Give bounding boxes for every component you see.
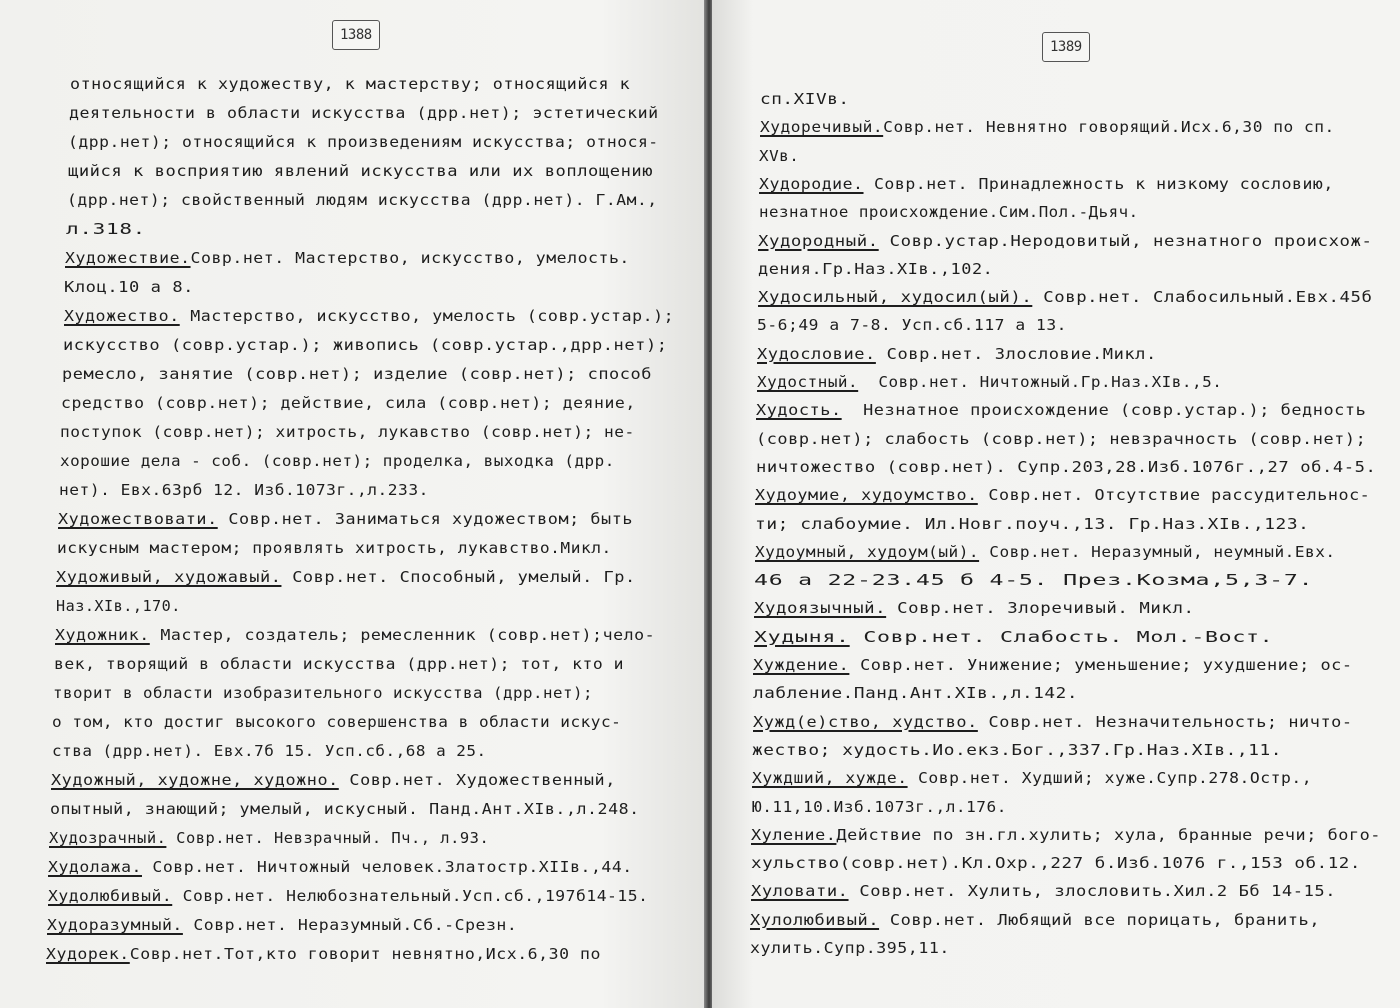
text-line <box>755 485 1370 505</box>
entry-text: средство (совр.нет); действие, сила (совр.нет); деяние, <box>61 394 637 412</box>
entry-text: (дрр.нет); свойственный людям искусства (дрр.нет). Г.Ам., <box>66 191 658 209</box>
text-line <box>57 538 612 558</box>
entry-text: искусным мастером; проявлять хитрость, лукавство.Микл. <box>57 539 613 557</box>
entry-text: незнатное происхождение.Сим.Пол.-Дьяч. <box>758 203 1139 222</box>
entry-headword: Хуловати. <box>750 882 849 901</box>
entry-headword: Худоязычный. <box>754 599 887 618</box>
entry-text: Совр.нет. Принадлежность к низкому сословию, <box>863 174 1334 193</box>
entry-text: Совр.нет. Хулить, злословить.Хил.2 Бб 14-15. <box>848 882 1336 901</box>
entry-headword: Хужд(е)ство, худство. <box>752 712 978 731</box>
entry-text: Совр.нет. Неразумный.Сб.-Срезн. <box>182 916 518 934</box>
entry-headword: Худозрачный. <box>49 829 167 847</box>
text-line <box>759 146 799 166</box>
entry-text: Совр.нет. Злоречивый. Микл. <box>886 599 1195 618</box>
entry-headword: Худоразумный. <box>46 916 183 934</box>
text-line <box>48 886 648 906</box>
entry-headword: Худоумие, худоумство. <box>755 486 979 505</box>
text-line <box>69 103 659 123</box>
text-line <box>49 828 489 848</box>
entry-text: Совр.нет. Нелюбознательный.Усп.сб.,197б14-15. <box>171 887 649 905</box>
entry-text: 46 а 22-23.45 б 4-5. През.Козма,5,3-7. <box>754 571 1314 590</box>
entry-text: Клоц.10 а 8. <box>64 278 195 296</box>
text-line <box>66 219 146 239</box>
entry-text: хорошие дела - соб. (совр.нет); проделка, выходка (дрр. <box>59 452 615 470</box>
text-line <box>62 364 652 384</box>
text-line <box>754 598 1194 618</box>
entry-text: дения.Гр.Наз.XIв.,102. <box>758 259 994 278</box>
entry-text: век, творящий в области искусства (дрр.нет); тот, кто и <box>54 655 624 673</box>
page-number: 1389 <box>1042 32 1090 62</box>
entry-headword: Хулолюбивый. <box>750 910 880 929</box>
entry-text: Совр.нет.Тот,кто говорит невнятно,Исх.6,30 по <box>129 945 601 963</box>
text-line <box>63 335 668 355</box>
entry-headword: Художество. <box>63 307 180 325</box>
entry-text: Наз.XIв.,170. <box>55 597 181 615</box>
entry-text: Мастерство, искусство, умелость (совр.устар.); <box>179 307 674 325</box>
entry-text: (дрр.нет); относящийся к произведениям искусства; относя- <box>68 133 660 151</box>
entry-text: Совр.нет. Невзрачный. Пч., л.93. <box>166 829 490 847</box>
text-line <box>755 542 1336 562</box>
text-line <box>59 480 429 500</box>
text-line <box>751 853 1361 873</box>
text-line <box>64 277 194 297</box>
text-line <box>758 287 1372 307</box>
entry-text: хулить.Супр.395,11. <box>750 939 950 957</box>
entry-text: сп.XIVв. <box>760 90 850 108</box>
entry-text: Совр.нет. Неразумный, неумный.Евх. <box>978 542 1336 561</box>
entry-text: л.318. <box>66 220 147 238</box>
text-line <box>47 915 517 935</box>
text-line <box>52 712 621 732</box>
entry-text: Незнатное происхождение (совр.устар.); бедность <box>841 401 1367 420</box>
text-line <box>50 799 640 819</box>
entry-text: Совр.нет. Отсутствие рассудительнос- <box>978 486 1371 505</box>
text-line <box>753 683 1078 703</box>
entry-text: щийся к восприятию явлений искусства или их воплощению <box>67 162 653 180</box>
entry-text: Совр.нет. Худший; хуже.Супр.278.Остр., <box>907 769 1313 788</box>
text-line <box>753 712 1353 732</box>
text-line <box>56 567 636 587</box>
text-line <box>61 393 636 413</box>
entry-headword: Худородие. <box>759 174 864 193</box>
entry-text: опытный, знающий; умелый, искусный. Панд.Ант.XIв.,л.248. <box>50 800 640 818</box>
text-line <box>751 825 1381 845</box>
text-line <box>758 259 993 279</box>
text-line <box>70 74 630 94</box>
entry-text: ремесло, занятие (совр.нет); изделие (совр.нет); способ <box>62 365 652 383</box>
entry-text: хульство(совр.нет).Кл.Охр.,227 б.Изб.1076 г.,153 об.12. <box>751 854 1361 873</box>
text-line <box>754 627 1273 647</box>
text-line <box>46 944 601 964</box>
text-line <box>759 174 1334 194</box>
text-line <box>53 683 593 703</box>
entry-text: жество; худость.Ио.екз.Бог.,337.Гр.Наз.XIв.,11. <box>752 740 1283 759</box>
entry-text: 5-6;49 а 7-8. Усп.сб.117 а 13. <box>757 316 1068 335</box>
text-line <box>54 654 624 674</box>
text-line <box>750 910 1320 930</box>
text-line <box>55 625 655 645</box>
entry-headword: Худоречивый. <box>759 118 883 137</box>
entry-text: искусство (совр.устар.); живопись (совр.устар.,дрр.нет); <box>62 336 668 354</box>
text-line <box>757 344 1157 364</box>
entry-text: Совр.нет. Невнятно говорящий.Исх.6,30 по сп. <box>882 118 1335 137</box>
text-line <box>754 570 1313 590</box>
text-line <box>60 451 615 471</box>
entry-headword: Художествовати. <box>58 510 218 528</box>
entry-text: Совр.нет. Любящий все порицать, бранить, <box>879 910 1321 929</box>
entry-headword: Худостный. <box>756 373 858 391</box>
text-line <box>760 89 850 109</box>
entry-text: Мастер, создатель; ремесленник (совр.нет);чело- <box>149 626 656 644</box>
text-line <box>67 190 658 210</box>
entry-headword: Хуждение. <box>753 656 850 674</box>
entry-text: Совр.нет. Способный, умелый. Гр. <box>281 568 637 586</box>
entry-text: ти; слабоумие. Ил.Новг.поуч.,13. Гр.Наз.XIв.,123. <box>755 514 1310 533</box>
text-line <box>64 306 674 326</box>
entry-text: деятельности в области искусства (дрр.нет); эстетический <box>69 104 659 122</box>
text-line <box>756 400 1366 420</box>
entry-headword: Худость. <box>756 401 842 420</box>
page-number: 1388 <box>332 20 380 50</box>
text-line <box>752 740 1282 760</box>
text-line <box>757 372 1222 392</box>
text-line <box>752 797 1007 817</box>
entry-text: нет). Евх.63рб 12. Изб.1073г.,л.233. <box>58 481 429 499</box>
text-line <box>755 514 1310 534</box>
entry-text: Совр.нет. Художественный, <box>338 771 616 789</box>
entry-headword: Художивый, художавый. <box>56 568 282 586</box>
entry-text: Совр.нет. Слабосильный.Евх.45б <box>1031 288 1373 307</box>
entry-text: относящийся к художеству, к мастерству; относящийся к <box>70 75 631 93</box>
entry-text: Совр.нет. Ничтожный.Гр.Наз.XIв.,5. <box>857 373 1223 391</box>
entry-headword: Худоумный, худоум(ый). <box>754 542 979 561</box>
text-line <box>753 655 1353 675</box>
right-page <box>712 0 1400 1008</box>
entry-text: поступок (совр.нет); хитрость, лукавство (совр.нет); не- <box>60 423 636 441</box>
entry-text: Совр.нет. Заниматься художеством; быть <box>217 510 634 528</box>
entry-headword: Худолажа. <box>48 858 143 876</box>
text-line <box>759 202 1139 222</box>
entry-headword: Худыня. <box>753 627 850 646</box>
entry-text: Совр.нет. Незначительность; ничто- <box>977 712 1353 731</box>
text-line <box>51 770 616 790</box>
entry-headword: Худородный. <box>758 231 880 250</box>
entry-headword: Худосильный, худосил(ый). <box>757 288 1032 307</box>
entry-text: Совр.нет. Унижение; уменьшение; ухудшение; ос- <box>849 656 1353 674</box>
text-line <box>65 248 630 268</box>
entry-text: лабление.Панд.Ант.XIв.,л.142. <box>753 684 1079 703</box>
text-line <box>58 509 633 529</box>
entry-headword: Худорек. <box>46 945 130 963</box>
entry-headword: Худолюбивый. <box>47 887 172 905</box>
entry-text: творит в области изобразительного искусства (дрр.нет); <box>53 684 594 702</box>
entry-headword: Хуление. <box>751 825 837 844</box>
text-line <box>756 429 1366 449</box>
entry-headword: Художествие. <box>65 249 191 267</box>
text-line <box>751 881 1336 901</box>
entry-headword: Художник. <box>54 626 150 644</box>
entry-text: XVв. <box>759 146 800 165</box>
entry-text: Совр.нет. Слабость. Мол.-Вост. <box>849 627 1273 646</box>
text-line <box>60 422 635 442</box>
text-line <box>68 132 659 152</box>
entry-text: (совр.нет); слабость (совр.нет); невзрачность (совр.нет); <box>756 429 1367 448</box>
text-line <box>752 768 1312 788</box>
entry-text: Действие по зн.гл.хулить; хула, бранные речи; бого- <box>836 825 1382 844</box>
text-line <box>52 741 487 761</box>
text-line <box>757 315 1067 335</box>
text-line <box>756 457 1376 477</box>
entry-text: ства (дрр.нет). Евх.7б 15. Усп.сб.,68 а 25. <box>51 742 487 760</box>
text-line <box>68 161 653 181</box>
text-line <box>56 596 181 616</box>
entry-text: о том, кто достиг высокого совершенства в области искус- <box>52 713 622 731</box>
entry-text: Ю.11,10.Изб.1073г.,л.176. <box>751 797 1007 816</box>
entry-text: Совр.нет. Ничтожный человек.Златостр.XIIв.,44. <box>142 858 634 876</box>
entry-text: Совр.нет. Злословие.Микл. <box>875 344 1157 363</box>
entry-text: ничтожество (совр.нет). Супр.203,28.Изб.1076г.,27 об.4-5. <box>755 457 1377 476</box>
entry-headword: Худословие. <box>757 344 876 363</box>
entry-headword: Художный, художне, художно. <box>50 771 339 789</box>
text-line <box>760 117 1335 137</box>
text-line <box>758 231 1372 251</box>
entry-text: Совр.нет. Мастерство, искусство, умелость. <box>190 249 631 267</box>
text-line <box>750 938 950 958</box>
entry-headword: Хуждший, хужде. <box>752 769 908 788</box>
text-line <box>48 857 633 877</box>
entry-text: Совр.устар.Неродовитый, незнатного происхож- <box>879 231 1373 250</box>
